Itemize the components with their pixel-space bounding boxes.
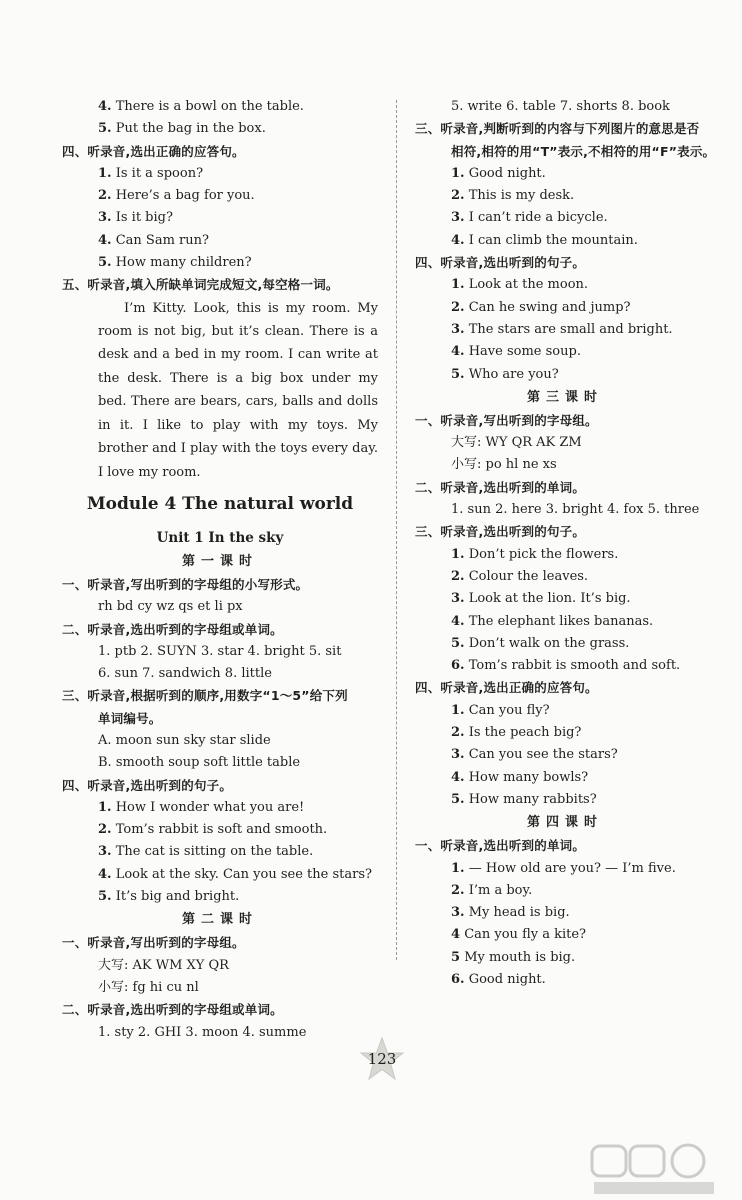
item-text: Can you fly?	[468, 702, 550, 718]
item-text: Is it a spoon?	[115, 165, 204, 181]
item-number: 4.	[451, 344, 465, 360]
right-column	[415, 96, 715, 991]
item-number: 3.	[451, 905, 465, 921]
item-text: Good night.	[468, 971, 546, 987]
section-heading: 四、听录音,选出正确的应答句。	[62, 143, 245, 159]
section-heading: 一、听录音,写出听到的字母组的小写形式。	[62, 576, 309, 592]
item-text: My mouth is big.	[464, 949, 576, 965]
item-text: I’m a boy.	[468, 882, 533, 898]
item-number: 5.	[451, 635, 465, 651]
question-item	[415, 185, 715, 207]
item-text: Look at the lion. It’s big.	[468, 591, 631, 607]
answer-line: 大写: AK WM XY QR	[98, 957, 229, 973]
item-number: 4	[451, 927, 461, 943]
item-number: 5	[451, 949, 461, 965]
answer-line: 6. sun 7. sandwich 8. little	[98, 666, 272, 682]
question-item	[415, 544, 715, 566]
question-item	[62, 797, 378, 819]
answer-line: 1. sun 2. here 3. bright 4. fox 5. three	[451, 502, 700, 518]
item-text: — How old are you? — I’m five.	[468, 860, 676, 876]
item-text: How many rabbits?	[468, 791, 597, 807]
question-item	[62, 207, 378, 229]
answer-line: 5. write 6. table 7. shorts 8. book	[451, 99, 670, 114]
item-text: I can climb the mountain.	[468, 232, 638, 248]
question-item	[415, 230, 715, 252]
item-text: Can Sam run?	[115, 232, 209, 248]
question-item	[62, 230, 378, 252]
section-heading: 一、听录音,选出听到的单词。	[415, 838, 586, 854]
answer-line: 相符,相符的用“T”表示,不相符的用“F”表示。	[451, 143, 716, 159]
question-item	[415, 588, 715, 610]
item-number: 4.	[98, 866, 112, 882]
item-number: 6.	[451, 658, 465, 674]
question-item	[415, 969, 715, 991]
item-number: 5.	[98, 255, 112, 271]
question-item	[415, 163, 715, 185]
question-item	[415, 744, 715, 766]
item-number: 6.	[451, 971, 465, 987]
question-item	[415, 789, 715, 811]
section-heading: 一、听录音,写出听到的字母组。	[415, 412, 598, 428]
item-text: Don’t pick the flowers.	[468, 546, 619, 562]
question-item	[415, 566, 715, 588]
section-heading: 三、听录音,根据听到的顺序,用数字“1～5”给下列	[62, 688, 348, 704]
question-item	[62, 252, 378, 274]
question-item	[62, 841, 378, 863]
item-text: Have some soup.	[468, 344, 581, 360]
item-text: Put the bag in the box.	[115, 121, 266, 137]
question-item	[62, 864, 378, 886]
section-heading: 二、听录音,选出听到的单词。	[415, 479, 586, 495]
lesson-title: 第一课时	[181, 553, 258, 569]
question-item	[415, 319, 715, 341]
question-item	[415, 655, 715, 677]
item-text: Who are you?	[468, 366, 559, 382]
answer-line: 小写: po hl ne xs	[451, 457, 557, 473]
item-number: 1.	[98, 165, 112, 181]
item-number: 3.	[451, 210, 465, 226]
section-heading: 四、听录音,选出听到的句子。	[415, 255, 586, 271]
question-item	[62, 163, 378, 185]
item-text: Is it big?	[115, 210, 173, 226]
item-number: 4.	[98, 232, 112, 248]
section-heading: 二、听录音,选出听到的字母组或单词。	[62, 621, 283, 637]
item-number: 2.	[451, 188, 465, 204]
item-number: 3.	[98, 844, 112, 860]
item-text: Tom’s rabbit is smooth and soft.	[468, 658, 681, 674]
answer-line: 大写: WY QR AK ZM	[451, 435, 582, 451]
item-text: The elephant likes bananas.	[468, 613, 654, 629]
item-number: 3.	[98, 210, 112, 226]
question-item	[415, 722, 715, 744]
item-number: 4.	[451, 613, 465, 629]
item-text: My head is big.	[468, 905, 570, 921]
module-title: Module 4 The natural world	[86, 493, 354, 514]
item-text: Look at the sky. Can you see the stars?	[115, 866, 372, 882]
item-number: 2.	[451, 568, 465, 584]
answer-line: 小写: fg hi cu nl	[98, 979, 199, 995]
question-item	[62, 185, 378, 207]
left-column	[62, 96, 378, 1044]
lesson-title: 第四课时	[526, 815, 603, 831]
item-text: Can you see the stars?	[468, 747, 618, 763]
section-heading: 三、听录音,判断听到的内容与下列图片的意思是否	[415, 121, 700, 137]
item-number: 5.	[451, 791, 465, 807]
item-number: 3.	[451, 321, 465, 337]
question-item	[62, 886, 378, 908]
question-item	[62, 118, 378, 140]
item-text: Don’t walk on the grass.	[468, 635, 630, 651]
item-text: Here’s a bag for you.	[115, 188, 255, 204]
question-item	[415, 858, 715, 880]
question-item	[415, 902, 715, 924]
passage-paragraph: I’m Kitty. Look, this is my room. My room is not big, but it’s clean. There is a desk and a bed in my room. I can write at the desk. There is a big box under my bed. There are bears, cars, balls and dolls in it. I like to play with my toys. My brother and I play with the toys every day. I love my room.	[98, 300, 378, 480]
question-item	[415, 274, 715, 296]
unit-title: Unit 1 In the sky	[156, 529, 284, 546]
answer-line: B. smooth soup soft little table	[98, 755, 301, 771]
item-number: 2.	[98, 822, 112, 838]
item-text: Look at the moon.	[468, 277, 589, 293]
item-text: How I wonder what you are!	[115, 799, 305, 815]
item-text: Colour the leaves.	[468, 568, 589, 584]
lesson-title: 第三课时	[526, 389, 603, 405]
item-text: The stars are small and bright.	[468, 321, 673, 337]
item-number: 2.	[98, 188, 112, 204]
item-number: 2.	[451, 299, 465, 315]
question-item	[415, 947, 715, 969]
question-item	[415, 207, 715, 229]
section-heading: 三、听录音,选出听到的句子。	[415, 524, 586, 540]
item-text: Can you fly a kite?	[464, 927, 587, 943]
item-number: 3.	[451, 591, 465, 607]
section-heading: 一、听录音,写出听到的字母组。	[62, 935, 245, 951]
item-number: 5.	[98, 121, 112, 137]
question-item	[415, 341, 715, 363]
item-number: 2.	[451, 882, 465, 898]
answer-line: rh bd cy wz qs et li px	[98, 599, 243, 615]
section-heading: 二、听录音,选出听到的字母组或单词。	[62, 1002, 283, 1018]
item-text: This is my desk.	[468, 188, 575, 204]
section-heading: 四、听录音,选出正确的应答句。	[415, 680, 598, 696]
item-text: I can’t ride a bicycle.	[468, 210, 608, 226]
question-item	[415, 767, 715, 789]
question-item	[415, 364, 715, 386]
question-item	[62, 819, 378, 841]
lesson-title: 第二课时	[181, 912, 258, 928]
item-text: There is a bowl on the table.	[115, 99, 304, 114]
item-number: 4.	[451, 769, 465, 785]
answer-line: 1. sty 2. GHI 3. moon 4. summe	[98, 1024, 307, 1040]
item-number: 1.	[451, 702, 465, 718]
question-item	[415, 633, 715, 655]
item-text: Tom’s rabbit is soft and smooth.	[115, 822, 328, 838]
question-item	[415, 924, 715, 946]
answer-line: 1. ptb 2. SUYN 3. star 4. bright 5. sit	[98, 643, 342, 659]
item-text: How many children?	[115, 255, 252, 271]
item-number: 5.	[451, 366, 465, 382]
item-text: Good night.	[468, 165, 546, 181]
question-item	[415, 880, 715, 902]
item-text: Is the peach big?	[468, 725, 582, 741]
item-text: How many bowls?	[468, 769, 589, 785]
item-number: 1.	[451, 860, 465, 876]
section-heading: 五、听录音,填入所缺单词完成短文,每空格一词。	[62, 277, 339, 293]
item-text: The cat is sitting on the table.	[115, 844, 314, 860]
section-heading: 四、听录音,选出听到的句子。	[62, 777, 233, 793]
item-number: 1.	[451, 277, 465, 293]
item-number: 1.	[451, 546, 465, 562]
item-number: 2.	[451, 725, 465, 741]
question-item	[415, 297, 715, 319]
answer-line: A. moon sun sky star slide	[98, 733, 271, 748]
item-text: Can he swing and jump?	[468, 299, 631, 315]
item-number: 3.	[451, 747, 465, 763]
column-divider	[396, 100, 397, 960]
item-number: 4.	[98, 99, 112, 114]
question-item	[415, 700, 715, 722]
item-number: 1.	[98, 799, 112, 815]
item-number: 4.	[451, 232, 465, 248]
item-text: It’s big and bright.	[115, 889, 240, 905]
item-number: 1.	[451, 165, 465, 181]
watermark-logo	[590, 1142, 730, 1197]
question-item	[62, 96, 378, 118]
question-item	[415, 611, 715, 633]
item-number: 5.	[98, 889, 112, 905]
page-number: 123	[367, 1050, 397, 1068]
answer-line: 单词编号。	[98, 710, 162, 726]
